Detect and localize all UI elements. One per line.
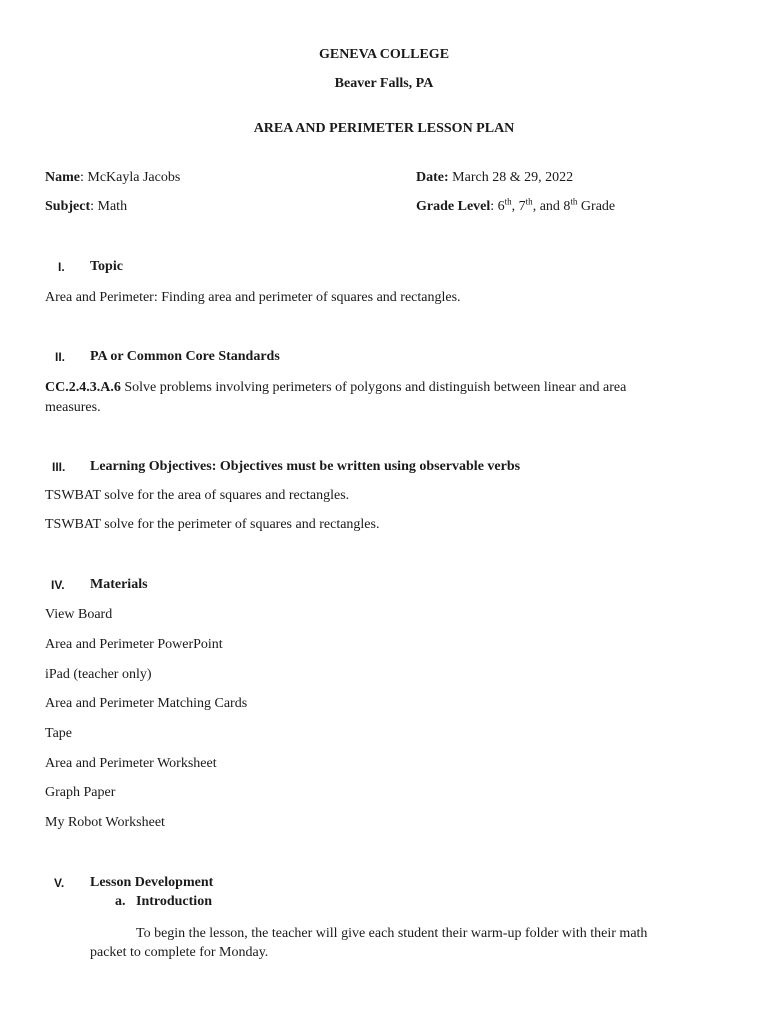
- grade-label: Grade Level: [416, 199, 491, 214]
- grade-sup-2: th: [525, 196, 533, 207]
- topic-text: Area and Perimeter: Finding area and perimeter of squares and rectangles.: [45, 290, 461, 305]
- grade-sup-1: th: [504, 196, 512, 207]
- objective-item: TSWBAT solve for the area of squares and rectangles.: [45, 488, 350, 503]
- introduction-line-1: To begin the lesson, the teacher will give each student their warm-up folder with their math: [136, 926, 648, 941]
- section-5-number: V.: [54, 876, 65, 890]
- objective-item: TSWBAT solve for the perimeter of squares and rectangles.: [45, 517, 380, 532]
- grade-prefix: : 6: [490, 199, 505, 214]
- standard-text: Solve problems involving perimeters of polygons and distinguish between linear and area measures.: [45, 380, 627, 415]
- grade-sup-3: th: [570, 196, 578, 207]
- section-4-title: Materials: [90, 577, 148, 592]
- subject-value: : Math: [90, 199, 128, 214]
- section-3-title: Learning Objectives: Objectives must be written using observable verbs: [90, 459, 521, 474]
- date-row: [416, 170, 573, 186]
- material-item: iPad (teacher only): [45, 667, 152, 682]
- college-location: Beaver Falls, PA: [334, 76, 434, 91]
- name-row: [45, 170, 180, 186]
- name-value: : McKayla Jacobs: [80, 170, 181, 185]
- material-item: Area and Perimeter Matching Cards: [45, 696, 248, 711]
- date-label: Date:: [416, 170, 449, 185]
- grade-row: [416, 196, 616, 215]
- material-item: Tape: [45, 726, 73, 741]
- document-title: AREA AND PERIMETER LESSON PLAN: [253, 121, 515, 136]
- grade-suffix: Grade: [577, 199, 616, 214]
- section-5-title: Lesson Development: [90, 875, 214, 890]
- section-2-title: PA or Common Core Standards: [90, 349, 280, 364]
- subsection-a-number: a.: [115, 894, 126, 909]
- name-label: Name: [45, 170, 80, 185]
- section-3-number: III.: [52, 460, 66, 474]
- material-item: View Board: [45, 607, 113, 622]
- subject-row: [45, 199, 127, 215]
- section-1-title: Topic: [90, 259, 123, 274]
- material-item: Area and Perimeter Worksheet: [45, 756, 217, 771]
- college-name: GENEVA COLLEGE: [318, 47, 450, 62]
- standard-code: CC.2.4.3.A.6: [45, 380, 121, 395]
- material-item: My Robot Worksheet: [45, 815, 165, 830]
- grade-mid-2: , and 8: [532, 199, 571, 214]
- standards-paragraph: [45, 378, 685, 418]
- material-item: Graph Paper: [45, 785, 116, 800]
- introduction-line-2: packet to complete for Monday.: [90, 945, 269, 960]
- material-item: Area and Perimeter PowerPoint: [45, 637, 223, 652]
- subsection-a-title: Introduction: [136, 894, 212, 909]
- section-2-number: II.: [55, 350, 66, 364]
- subject-label: Subject: [45, 199, 91, 214]
- grade-mid-1: , 7: [511, 199, 526, 214]
- section-4-number: IV.: [51, 578, 65, 592]
- section-1-number: I.: [58, 260, 65, 274]
- date-value: March 28 & 29, 2022: [448, 170, 574, 185]
